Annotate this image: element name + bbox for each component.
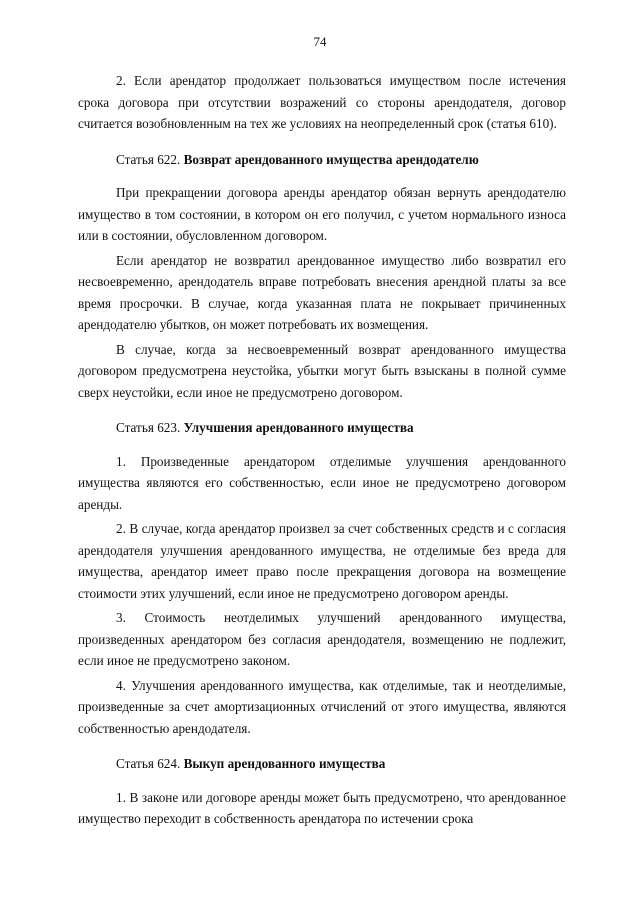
paragraph: 2. Если арендатор продолжает пользоваться имуществом после истечения срока договора при отсутствии возражений со стороны арендодателя, договор считается возобновленным на тех же условиях на неопределенный срок (статья 610). [78, 73, 566, 131]
article-number: Статья 623. [116, 420, 181, 435]
page-number: 74 [313, 34, 327, 49]
paragraph: Если арендатор не возвратил арендованное имущество либо возвратил его несвоевременно, арендодатель вправе потребовать внесения арендной платы за все время просрочки. В случае, когда указанная плата не покрывает причиненных арендодателю убытков, он может потребовать их возмещения. [78, 252, 566, 332]
article-title: Возврат арендованного имущества арендодателю [183, 151, 479, 167]
article-title: Улучшения арендованного имущества [183, 420, 414, 435]
article-heading [78, 753, 566, 775]
article-heading [78, 417, 566, 439]
paragraph: 1. Произведенные арендатором отделимые улучшения арендованного имущества являются его собственностью, если иное не предусмотрено договором аренды. [78, 453, 566, 512]
paragraph: 4. Улучшения арендованного имущества, как отделимые, так и неотделимые, произведенные за счет амортизационных отчислений от этого имущества, являются собственностью арендодателя. [78, 677, 566, 736]
paragraph: 1. В законе или договоре аренды может быть предусмотрено, что арендованное имущество переходит в собственность арендатора по истечении срока [78, 789, 566, 826]
article-heading [78, 149, 566, 171]
paragraph: В случае, когда за несвоевременный возврат арендованного имущества договором предусмотрена неустойка, убытки могут быть взысканы в полной сумме сверх неустойки, если иное не предусмотрено договором. [78, 341, 566, 400]
article-number: Статья 622. [116, 151, 181, 167]
paragraph: 3. Стоимость неотделимых улучшений арендованного имущества, произведенных арендатором без согласия арендодателя, возмещению не подлежит, если иное не предусмотрено законом. [78, 610, 566, 668]
article-title: Выкуп арендованного имущества [183, 756, 386, 771]
paragraph: 2. В случае, когда арендатор произвел за счет собственных средств и с согласия арендодателя улучшения арендованного имущества, не отделимые без вреда для имущества, арендатор имеет право после прекращения договора на возмещение стоимости этих улучшений, если иное не предусмотрено договором аренды. [78, 521, 566, 601]
paragraph: При прекращении договора аренды арендатор обязан вернуть арендодателю имущество в том состоянии, в котором он его получил, с учетом нормального износа или в состоянии, обусловленном договором. [78, 185, 566, 243]
document-body [78, 70, 566, 833]
article-number: Статья 624. [116, 756, 181, 771]
